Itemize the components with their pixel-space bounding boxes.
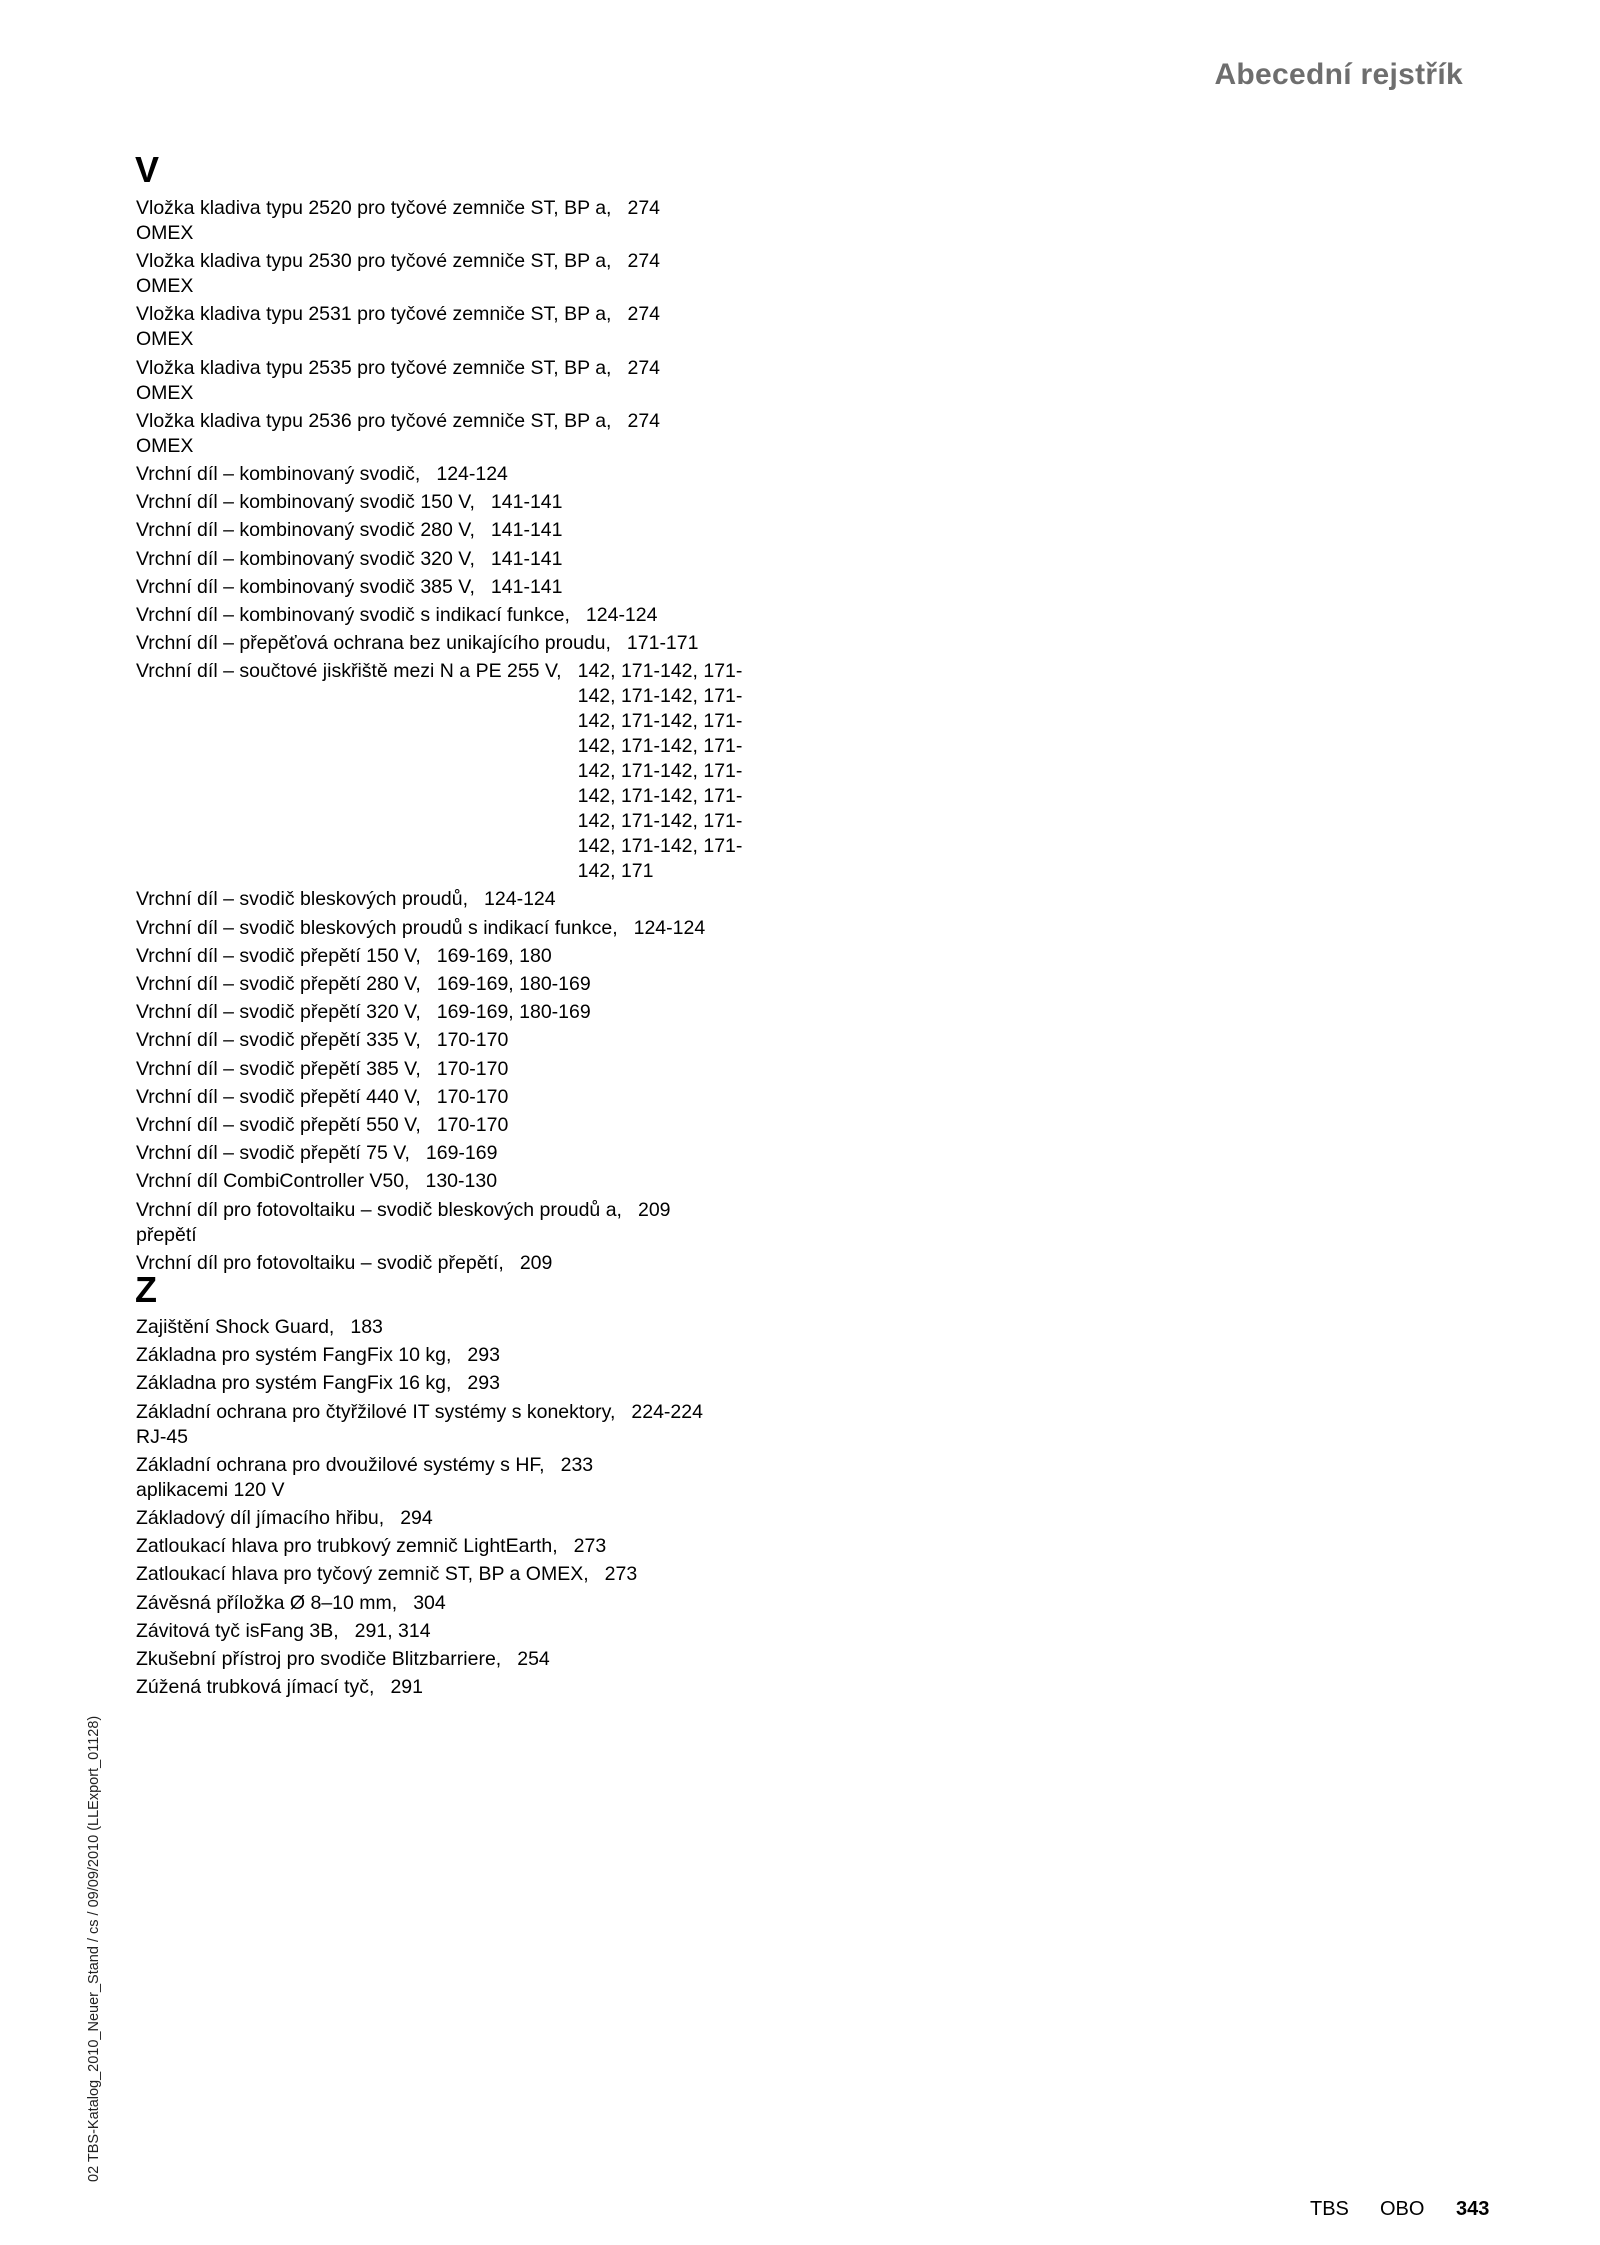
index-entry <box>136 1534 703 1559</box>
index-entry <box>136 1169 742 1194</box>
index-pages: 124-124 <box>436 462 508 485</box>
index-term-continuation: přepětí <box>136 1223 197 1246</box>
index-term: Vrchní díl – svodič přepětí 280 V, <box>136 973 421 995</box>
index-entry <box>136 1198 742 1248</box>
section-letter-v: V <box>135 149 160 190</box>
section-letter-z: Z <box>135 1269 157 1310</box>
index-term-continuation: OMEX <box>136 328 194 351</box>
index-entry <box>136 916 742 941</box>
index-term: Vrchní díl – svodič bleskových proudů, <box>136 888 469 911</box>
index-term: Vrchní díl – kombinovaný svodič 150 V, <box>136 491 475 514</box>
index-entry <box>136 1371 703 1396</box>
index-pages: 273 <box>573 1535 607 1558</box>
index-entry <box>136 462 742 487</box>
footer-brand-tbs: TBS <box>1310 2198 1349 2220</box>
index-term: Vložka kladiva typu 2531 pro tyčové zemniče ST, BP a, <box>136 303 612 326</box>
index-entry <box>136 1400 703 1450</box>
index-entry <box>136 196 742 246</box>
index-term: Vrchní díl – kombinovaný svodič 320 V, <box>136 547 475 570</box>
index-term: Vložka kladiva typu 2520 pro tyčové zemniče ST, BP a, <box>136 197 612 219</box>
index-term: Vrchní díl – kombinovaný svodič, <box>136 462 421 485</box>
index-term: Vrchní díl – svodič přepětí 385 V, <box>136 1057 421 1080</box>
index-entry <box>136 1057 742 1082</box>
index-pages: 141-141 <box>490 491 563 514</box>
index-entry <box>136 409 742 459</box>
footer-page-number: 343 <box>1456 2198 1490 2220</box>
index-term: Základna pro systém FangFix 10 kg, <box>136 1344 452 1367</box>
index-pages: 170-170 <box>436 1113 509 1136</box>
side-note: 02 TBS-Katalog_2010_Neuer_Stand / cs / 09/09/2010 (LLExport_01128) <box>86 1715 102 2182</box>
index-term: Vrchní díl – svodič bleskových proudů s indikací funkce, <box>136 916 618 939</box>
index-entry <box>136 1506 703 1531</box>
section-z-entries <box>136 1315 703 1703</box>
index-entry <box>136 1562 703 1587</box>
index-entry <box>136 944 742 969</box>
index-pages: 224-224 <box>631 1400 703 1423</box>
index-entry <box>136 547 742 572</box>
index-entry <box>136 575 742 600</box>
index-entry <box>136 518 742 543</box>
page-header-title: Abecední rejstřík <box>1214 58 1463 91</box>
index-pages: 183 <box>350 1316 383 1338</box>
index-term: Vložka kladiva typu 2536 pro tyčové zemniče ST, BP a, <box>136 409 612 432</box>
index-entry <box>136 1343 703 1368</box>
index-term: Vrchní díl – svodič přepětí 335 V, <box>136 1029 421 1052</box>
index-term: Závěsná příložka Ø 8–10 mm, <box>136 1591 398 1614</box>
index-term: Zatloukací hlava pro tyčový zemnič ST, BP a OMEX, <box>136 1563 589 1586</box>
index-pages: 254 <box>517 1647 550 1670</box>
index-pages: 141-141 <box>490 519 563 542</box>
index-pages: 141-141 <box>490 575 563 598</box>
index-entry <box>136 972 742 997</box>
index-pages: 293 <box>467 1372 500 1395</box>
index-pages: 274 <box>627 356 661 379</box>
index-term: Vrchní díl – svodič přepětí 550 V, <box>136 1113 421 1136</box>
index-entry <box>136 1315 703 1340</box>
index-term-continuation: OMEX <box>136 222 194 244</box>
index-entry <box>136 249 742 299</box>
index-entry <box>136 1453 703 1503</box>
index-pages: 124-124 <box>484 888 556 911</box>
index-pages: 274 <box>627 409 661 432</box>
index-pages: 293 <box>467 1344 500 1367</box>
index-term: Zúžená trubková jímací tyč, <box>136 1676 375 1699</box>
index-pages: 169-169, 180 <box>436 944 552 967</box>
index-term: Základový díl jímacího hřibu, <box>136 1506 385 1529</box>
footer-brand-obo: OBO <box>1380 2198 1425 2220</box>
index-pages: 304 <box>413 1591 446 1614</box>
index-entry <box>136 1113 742 1138</box>
index-entry <box>136 356 742 406</box>
index-pages: 291, 314 <box>354 1619 431 1642</box>
index-entry <box>136 1647 703 1672</box>
index-pages: 142, 171-142, 171- 142, 171-142, 171- 142, 171-142, 171- 142, 171-142, 171- 142, 171-142, 171- 142, 171-142, 171- 142, 171-142, 171- 142, 171-142, 171- 142, 171 <box>577 660 743 883</box>
index-pages: 274 <box>627 303 661 326</box>
index-pages: 130-130 <box>425 1170 498 1193</box>
index-entry <box>136 1675 703 1700</box>
index-pages: 141-141 <box>490 547 563 570</box>
index-term: Vrchní díl – svodič přepětí 75 V, <box>136 1142 410 1165</box>
index-term: Vložka kladiva typu 2530 pro tyčové zemniče ST, BP a, <box>136 250 612 273</box>
index-pages: 274 <box>627 250 661 273</box>
index-term: Vrchní díl – svodič přepětí 150 V, <box>136 944 421 967</box>
index-term: Zatloukací hlava pro trubkový zemnič LightEarth, <box>136 1535 558 1558</box>
index-term: Vrchní díl pro fotovoltaiku – svodič přepětí, <box>136 1251 504 1274</box>
index-term: Základna pro systém FangFix 16 kg, <box>136 1372 452 1395</box>
index-pages: 170-170 <box>436 1085 509 1108</box>
index-pages: 169-169, 180-169 <box>436 1001 591 1024</box>
index-term: Vrchní díl CombiController V50, <box>136 1170 410 1193</box>
index-pages: 291 <box>390 1676 423 1699</box>
index-term: Vrchní díl – kombinovaný svodič 280 V, <box>136 519 475 542</box>
index-entry <box>136 1085 742 1110</box>
index-entry <box>136 603 742 628</box>
index-term: Vrchní díl – součtové jiskřiště mezi N a PE 255 V, <box>136 660 562 683</box>
index-pages: 124-124 <box>585 603 658 626</box>
index-term: Závitová tyč isFang 3B, <box>136 1619 339 1642</box>
index-term: Vrchní díl – svodič přepětí 320 V, <box>136 1001 421 1024</box>
index-pages: 169-169 <box>425 1142 498 1165</box>
index-entry <box>136 302 742 352</box>
section-v-entries <box>136 196 742 1279</box>
index-entry <box>136 659 742 884</box>
index-pages: 209 <box>637 1198 671 1221</box>
index-term: Vrchní díl – svodič přepětí 440 V, <box>136 1085 421 1108</box>
index-entry <box>136 887 742 912</box>
index-term: Zkušební přístroj pro svodiče Blitzbarriere, <box>136 1647 502 1670</box>
index-entry <box>136 631 742 656</box>
index-term: Vrchní díl – kombinovaný svodič 385 V, <box>136 575 475 598</box>
index-term-continuation: OMEX <box>136 275 194 298</box>
index-entry <box>136 1251 742 1276</box>
index-pages: 233 <box>560 1453 594 1476</box>
index-term: Vrchní díl pro fotovoltaiku – svodič bleskových proudů a, <box>136 1198 622 1221</box>
index-term: Vložka kladiva typu 2535 pro tyčové zemniče ST, BP a, <box>136 356 612 379</box>
index-pages: 294 <box>400 1506 433 1529</box>
index-term: Vrchní díl – přepěťová ochrana bez unikajícího proudu, <box>136 632 611 655</box>
index-pages: 169-169, 180-169 <box>436 973 591 995</box>
index-term: Zajištění Shock Guard, <box>136 1316 335 1338</box>
index-entry <box>136 1000 742 1025</box>
index-pages: 274 <box>627 197 661 219</box>
index-term-continuation: RJ-45 <box>136 1425 189 1448</box>
index-term-continuation: OMEX <box>136 434 194 457</box>
index-entry <box>136 490 742 515</box>
index-term-continuation: aplikacemi 120 V <box>136 1478 285 1501</box>
index-term: Základní ochrana pro dvoužilové systémy s HF, <box>136 1453 545 1476</box>
index-term: Vrchní díl – kombinovaný svodič s indikací funkce, <box>136 603 570 626</box>
index-pages: 170-170 <box>436 1057 509 1080</box>
index-entry <box>136 1141 742 1166</box>
index-entry <box>136 1591 703 1616</box>
index-pages: 171-171 <box>626 632 699 655</box>
index-pages: 170-170 <box>436 1029 509 1052</box>
index-pages: 124-124 <box>633 916 706 939</box>
index-pages: 273 <box>604 1563 638 1586</box>
index-pages: 209 <box>519 1251 553 1274</box>
index-term: Základní ochrana pro čtyřžilové IT systémy s konektory, <box>136 1400 616 1423</box>
index-entry <box>136 1028 742 1053</box>
index-term-continuation: OMEX <box>136 381 194 404</box>
index-entry <box>136 1619 703 1644</box>
